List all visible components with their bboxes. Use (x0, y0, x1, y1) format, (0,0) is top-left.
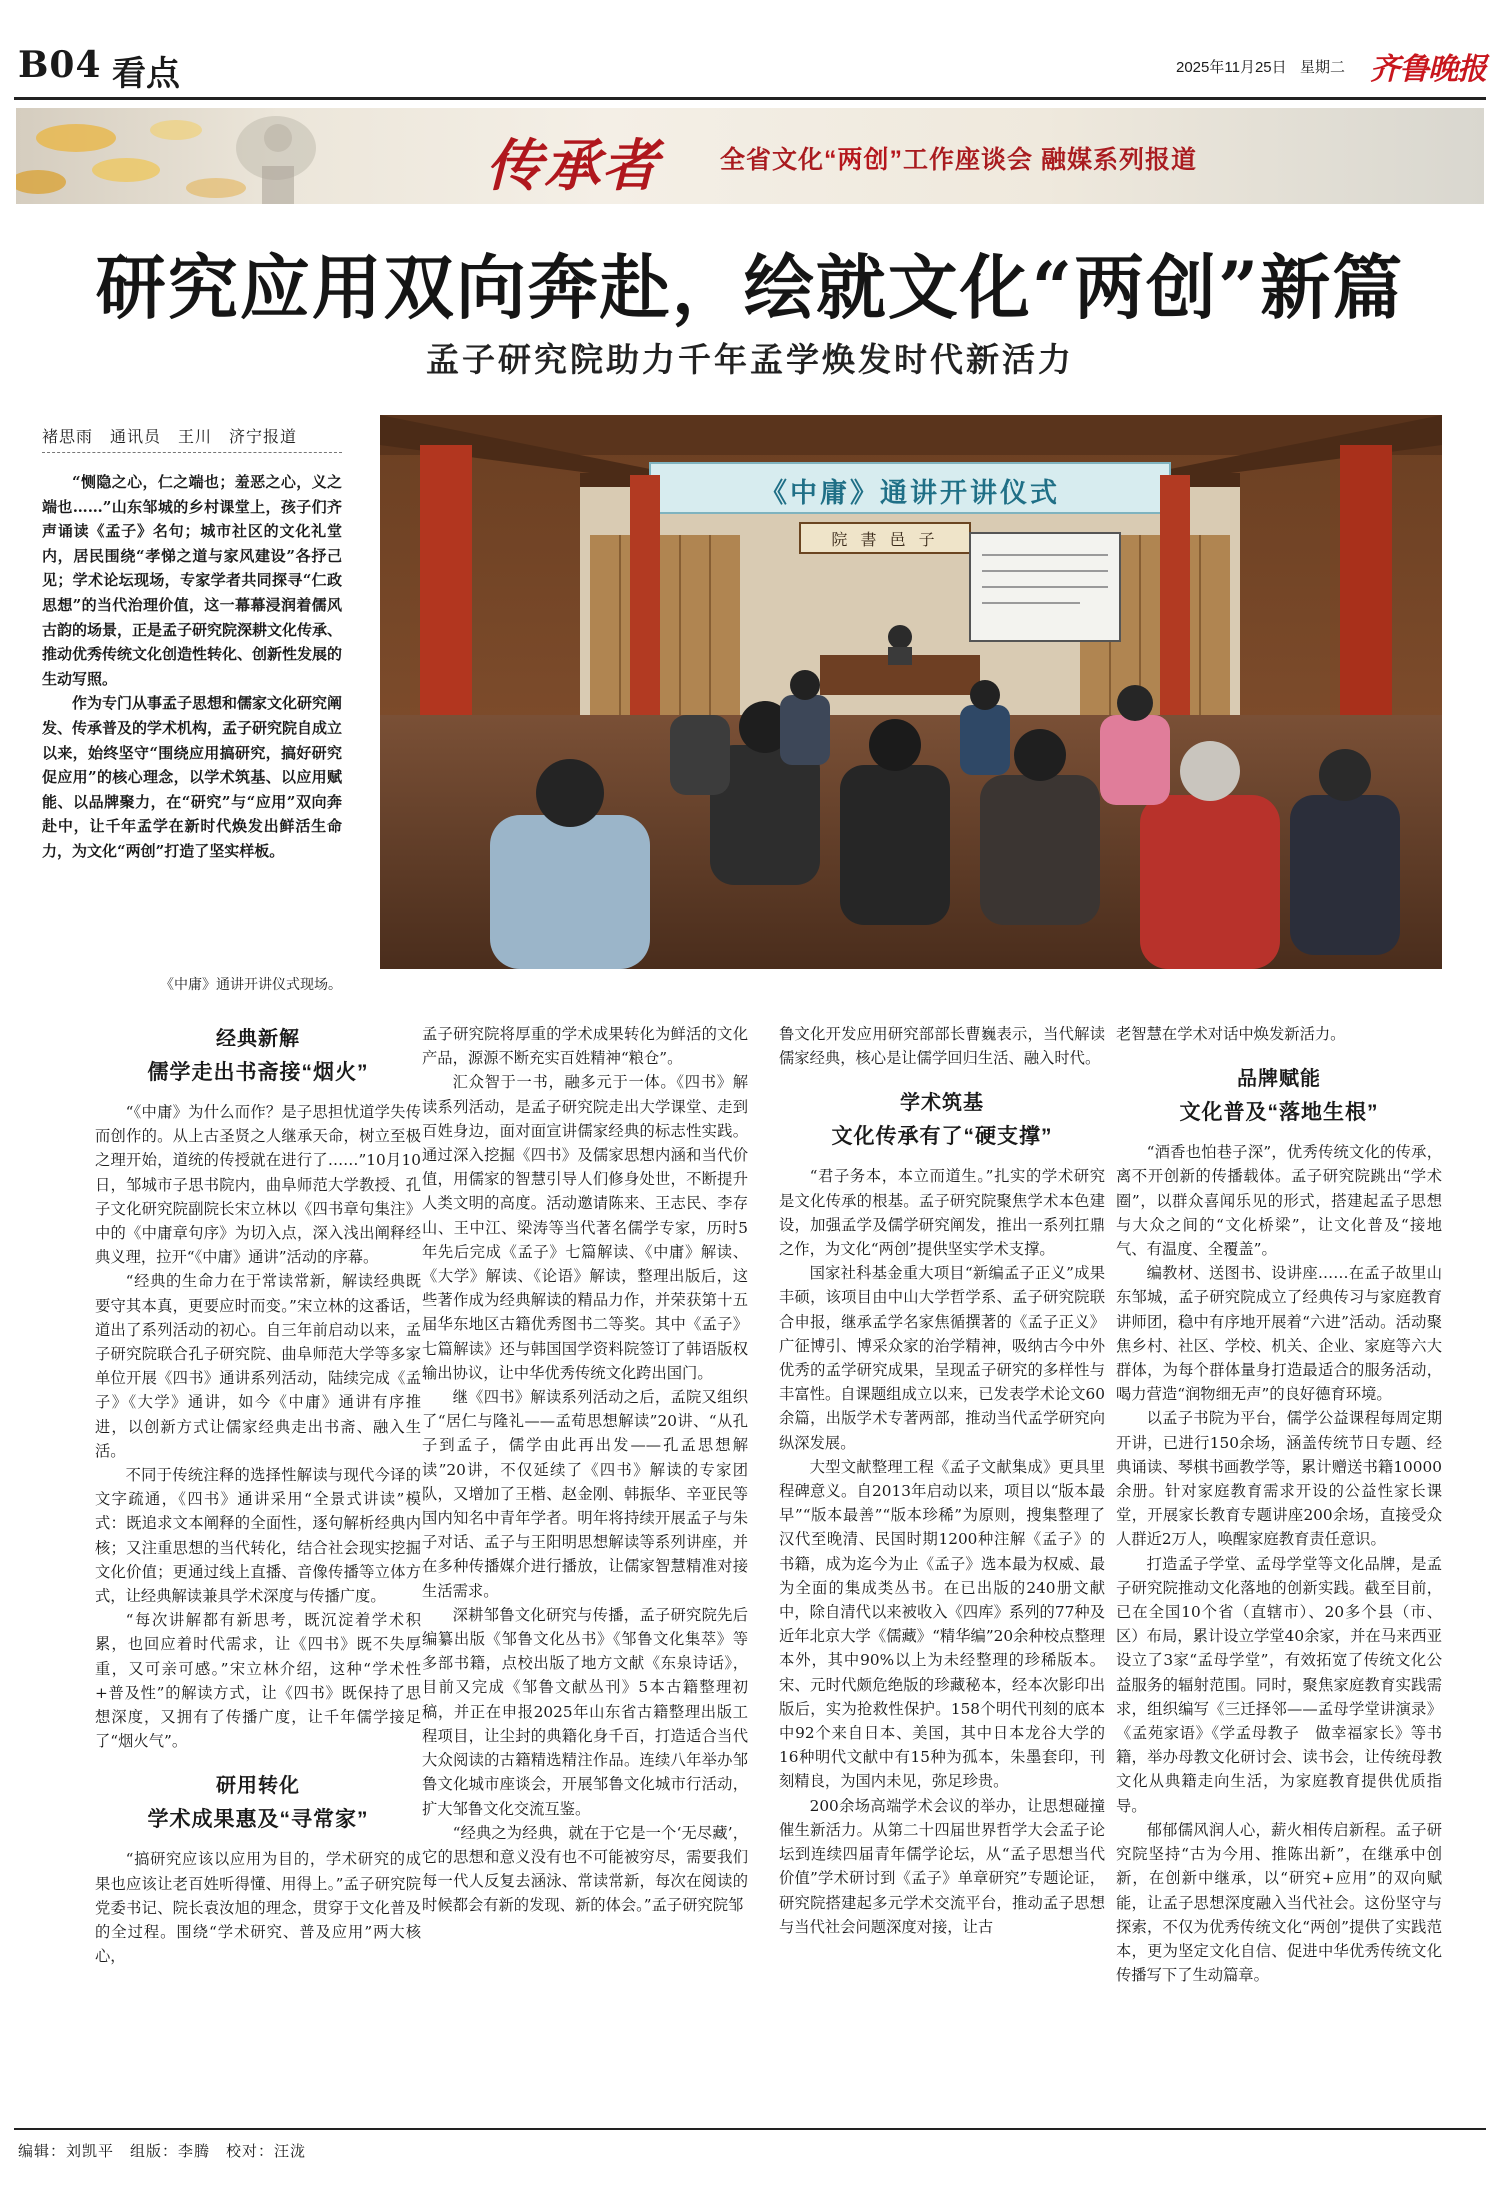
editor-credits: 编辑：刘凯平 组版：李腾 校对：汪泷 (18, 2143, 307, 2160)
section-title: 学术成果惠及“寻常家” (147, 1808, 369, 1832)
banner-subtitle-suffix: 工作座谈会 融媒系列报道 (903, 146, 1197, 174)
section-heading (95, 1769, 421, 1837)
banner-subtitle (720, 140, 1197, 176)
intro-paragraph: 作为专门从事孟子思想和儒家文化研究阐发、传承普及的学术机构，孟子研究院自成立以来，始终坚守“围绕应用搞研究，搞好研究促应用”的核心理念，以学术筑基、以应用赋能、以品牌聚力，在“研究”与“应用”双向奔赴中，让千年孟学在新时代焕发出鲜活生命力，为文化“两创”打造了坚实样板。 (42, 694, 343, 860)
article-headline: 研究应用双向奔赴，绘就文化“两创”新篇 (95, 246, 1405, 329)
page-header (0, 0, 1500, 100)
section-kicker: 经典新解 (216, 1028, 300, 1050)
section-heading (95, 1022, 421, 1090)
academy-plaque-text: 院 書 邑 子 (831, 530, 939, 549)
ginkgo-leaves-illustration (16, 108, 376, 204)
section-kicker: 学术筑基 (900, 1092, 984, 1115)
section-heading (779, 1086, 1105, 1154)
article-column-2 (422, 1022, 748, 1918)
article-column-3 (779, 1022, 1105, 1939)
article-byline: 褚思雨 通讯员 王川 济宁报道 (42, 429, 298, 446)
page-number: B04 (18, 44, 102, 86)
section-heading (1116, 1062, 1442, 1130)
byline-divider (42, 452, 342, 453)
ceremony-banner-text: 《中庸》通讲开讲仪式 (760, 478, 1060, 508)
body-paragraph: 不同于传统注释的选择性解读与现代今译的文字疏通，《四书》通讲采用“全景式讲读”模式：既追求文本阐释的全面性，逐句解析经典内核；又注重思想的当代转化，结合社会现实挖掘文化价值；更通过线上直播、音像传播等立体方式，让经典解读兼具学术深度与传播广度。 (95, 1466, 421, 1606)
body-paragraph: 国家社科基金重大项目“新编孟子正义”成果丰硕，该项目由中山大学哲学系、孟子研究院联合申报，继承孟学名家焦循撰著的《孟子正义》广征博引、博采众家的治学精神，吸纳古今中外优秀的孟学研究成果，呈现孟子研究的多样性与丰富性。自课题组成立以来，已发表学术论文60余篇，出版学术专著两部，推动当代孟学研究向纵深发展。 (779, 1264, 1105, 1452)
body-paragraph: 200余场高端学术会议的举办，让思想碰撞催生新活力。从第二十四届世界哲学大会孟子论坛到连续四届青年儒学论坛，从“孟子思想当代价值”学术研讨到《孟子》单章研究”专题论证，研究院搭建起多元学术交流平台，推动孟子思想与当代社会问题深度对接，让古 (779, 1796, 1105, 1936)
article-column-1 (95, 1022, 421, 1969)
article-column-4 (1116, 1022, 1442, 1987)
body-paragraph: “《中庸》为什么而作？是子思担忧道学失传而创作的。从上古圣贤之人继承天命，树立至极之理开始，道统的传授就在进行了……”10月10日，邹城市子思书院内，曲阜师范大学教授、孔子文化研究院副院长宋立林以《四书章句集注》中的《中庸章句序》为切入点，深入浅出阐释经典义理，拉开“《中庸》通讲”活动的序幕。 (95, 1103, 421, 1267)
lecture-hall-photo (380, 415, 1442, 969)
body-paragraph: 孟子研究院将厚重的学术成果转化为鲜活的文化产品，源源不断充实百姓精神“粮仓”。 (422, 1025, 748, 1068)
banner-subtitle-prefix: 全省文化 (720, 146, 825, 174)
body-paragraph: “每次讲解都有新思考，既沉淀着学术积累，也回应着时代需求，让《四书》既不失厚重，又可亲可感。”宋立林介绍，这种“学术性+普及性”的解读方式，让《四书》既保持了思想深度，又拥有了传播广度，让千年儒学接足了“烟火气”。 (95, 1611, 421, 1751)
body-paragraph: 以孟子书院为平台，儒学公益课程每周定期开讲，已进行150余场，涵盖传统节日专题、经典诵读、琴棋书画教学等，累计赠送书籍10000余册。针对家庭教育需求开设的公益性家长课堂，开展家长教育专题讲座200余场，直接受众人群近2万人，唤醒家庭教育责任意识。 (1116, 1409, 1442, 1549)
issue-date: 2025年11月25日 (1176, 59, 1287, 76)
article-subheadline: 孟子研究院助力千年孟学焕发时代新活力 (426, 341, 1074, 378)
body-paragraph: 汇众智于一书，融多元于一体。《四书》解读系列活动，是孟子研究院走出大学课堂、走到百姓身边，面对面宣讲儒家经典的标志性实践。通过深入挖掘《四书》及儒家思想内涵和当代价值，用儒家的智慧引导人们修身处世，不断提升人类文明的高度。活动邀请陈来、王志民、李存山、王中江、梁涛等当代著名儒学专家，历时5年先后完成《孟子》七篇解读、《中庸》解读、《大学》解读、《论语》解读，整理出版后，这些著作成为经典解读的精品力作，并荣获第十五届华东地区古籍优秀图书二等奖。其中《孟子》七篇解读》还与韩国国学资料院签订了韩语版权输出协议，让中华优秀传统文化跨出国门。 (422, 1073, 748, 1382)
section-title: 文化传承有了“硬支撑” (831, 1125, 1053, 1149)
body-paragraph: “经典的生命力在于常读常新，解读经典既要守其本真，更要应时而变。”宋立林的这番话，道出了系列活动的初心。自三年前启动以来，孟子研究院联合孔子研究院、曲阜师范大学等多家单位开展《四书》通讲系列活动，陆续完成《孟子》《大学》通讲，如今《中庸》通讲有序推进，以创新方式让儒家经典走出书斋、融入生活。 (95, 1272, 421, 1460)
body-paragraph: 大型文献整理工程《孟子文献集成》更具里程碑意义。自2013年启动以来，项目以“版本最早”“版本最善”“版本珍稀”为原则，搜集整理了汉代至晚清、民国时期1200种注解《孟子》的书籍，成为迄今为止《孟子》选本最为权威、最为全面的集成类丛书。在已出版的240册文献中，除自清代以来被收入《四库》系列的77种及近年北京大学《儒藏》“精华编”20余种校点整理本外，其中90%以上为未经整理的珍稀版本。宋、元时代颇危绝版的珍藏秘本，经本次影印出版后，实为抢救性保护。158个明代刊刻的底本中92个来自日本、美国，其中日本龙谷大学的16种明代文献中有15种为孤本，朱墨套印，刊刻精良，为国内未见，弥足珍贵。 (779, 1457, 1105, 1791)
section-title: 文化普及“落地生根” (1179, 1101, 1379, 1125)
body-paragraph: 郁郁儒风润人心，薪火相传启新程。孟子研究院坚持“古为今用、推陈出新”，在继承中创新，在创新中继承，以“研究+应用”的双向赋能，让孟子思想深度融入当代社会。这份坚守与探索，不仅为优秀传统文化“两创”提供了实践范本，更为坚定文化自信、促进中华优秀传统文化传播写下了生动篇章。 (1116, 1820, 1442, 1985)
banner-subtitle-highlight: “两创” (824, 146, 904, 174)
body-paragraph: “搞研究应该以应用为目的，学术研究的成果也应该让老百姓听得懂、用得上。”孟子研究院党委书记、院长袁汝旭的理念，贯穿于文化普及的全过程。围绕“学术研究、普及应用”两大核心， (95, 1850, 421, 1966)
body-paragraph: 深耕邹鲁文化研究与传播，孟子研究院先后编纂出版《邹鲁文化丛书》《邹鲁文化集萃》等多部书籍，点校出版了地方文献《东泉诗话》，目前又完成《邹鲁文献丛刊》5本古籍整理初稿，并正在申报2025年山东省古籍整理出版工程项目，让尘封的典籍化身千百，打造适合当代大众阅读的古籍精选精注作品。连续八年举办邹鲁文化城市座谈会，开展邹鲁文化城市行活动，扩大邹鲁文化交流互鉴。 (422, 1605, 748, 1818)
intro-paragraph: “恻隐之心，仁之端也；羞恶之心，义之端也……”山东邹城的乡村课堂上，孩子们齐声诵读《孟子》名句；城市社区的文化礼堂内，居民围绕“孝悌之道与家风建设”各抒己见；学术论坛现场，专家学者共同探寻“仁政思想”的当代治理价值，这一幕幕浸润着儒风古韵的场景，正是孟子研究院深耕文化传承、推动优秀传统文化创造性转化、创新性发展的生动写照。 (42, 473, 343, 688)
header-rule (14, 97, 1486, 100)
body-paragraph: 老智慧在学术对话中焕发新活力。 (1116, 1025, 1346, 1043)
section-kicker: 品牌赋能 (1237, 1068, 1321, 1091)
banner-title: 传承者 (486, 133, 660, 199)
body-paragraph: 编教材、送图书、设讲座……在孟子故里山东邹城，孟子研究院成立了经典传习与家庭教育讲师团，稳中有序地开展着“六进”活动。活动聚焦乡村、社区、学校、机关、企业、家庭等六大群体，为每个群体量身打造最适合的服务活动，喝力营造“润物细无声”的良好德育环境。 (1116, 1264, 1442, 1404)
masthead-logo: 齐鲁晚报 (1370, 52, 1486, 87)
issue-weekday: 星期二 (1300, 59, 1346, 76)
body-paragraph: “君子务本，本立而道生。”扎实的学术研究是文化传承的根基。孟子研究院聚焦学术本色建设，加强孟学及儒学研究阐发，推出一系列扛鼎之作，为文化“两创”提供坚实学术支撑。 (779, 1167, 1105, 1259)
section-title: 儒学走出书斋接“烟火” (147, 1061, 369, 1084)
section-kicker: 研用转化 (216, 1775, 300, 1798)
article-intro (42, 470, 342, 864)
body-paragraph: “酒香也怕巷子深”，优秀传统文化的传承，离不开创新的传播载体。孟子研究院跳出“学术圈”，以群众喜闻乐见的形式，搭建起孟子思想与大众之间的“文化桥梁”，让文化普及“接地气、有温度、全覆盖”。 (1116, 1143, 1442, 1259)
body-paragraph: 打造孟子学堂、孟母学堂等文化品牌，是孟子研究院推动文化落地的创新实践。截至目前，已在全国10个省（直辖市）、20多个县（市、区）布局，累计设立学堂40余家，并在马来西亚设立了3家“孟母学堂”，有效拓宽了传统文化公益服务的辐射范围。同时，聚焦家庭教育实践需求，组织编写《三迁择邻——孟母学堂讲演录》《孟苑家语》《学孟母教子 做幸福家长》等书籍，举办母教文化研讨会、读书会，让传统母教文化从典籍走向生活，为家庭教育提供优质指导。 (1116, 1554, 1442, 1815)
series-banner (16, 108, 1484, 204)
footer-rule (14, 2128, 1486, 2130)
body-paragraph: “经典之为经典，就在于它是一个‘无尽藏’，它的思想和意义没有也不可能被穷尽，需要我们每一代人反复去涵泳、常读常新，每次在阅读的时候都会有新的发现、新的体会。”孟子研究院邹 (422, 1823, 748, 1915)
body-paragraph: 继《四书》解读系列活动之后，孟院又组织了“居仁与隆礼——孟荀思想解读”20讲、“从孔子到孟子，儒学由此再出发——孔孟思想解读”20讲，不仅延续了《四书》解读的专家团队，又增加了王楷、赵金刚、韩振华、辛亚民等国内知名中青年学者。明年将持续开展孟子与朱子对话、孟子与王阳明思想解读等系列讲座，并在多种传播媒介进行播放，让儒家智慧精准对接生活需求。 (422, 1388, 748, 1600)
photo-caption: 《中庸》通讲开讲仪式现场。 (160, 976, 342, 992)
section-name: 看点 (112, 54, 180, 94)
body-paragraph: 鲁文化开发应用研究部部长曹巍表示，当代解读儒家经典，核心是让儒学回归生活、融入时代。 (779, 1025, 1105, 1068)
